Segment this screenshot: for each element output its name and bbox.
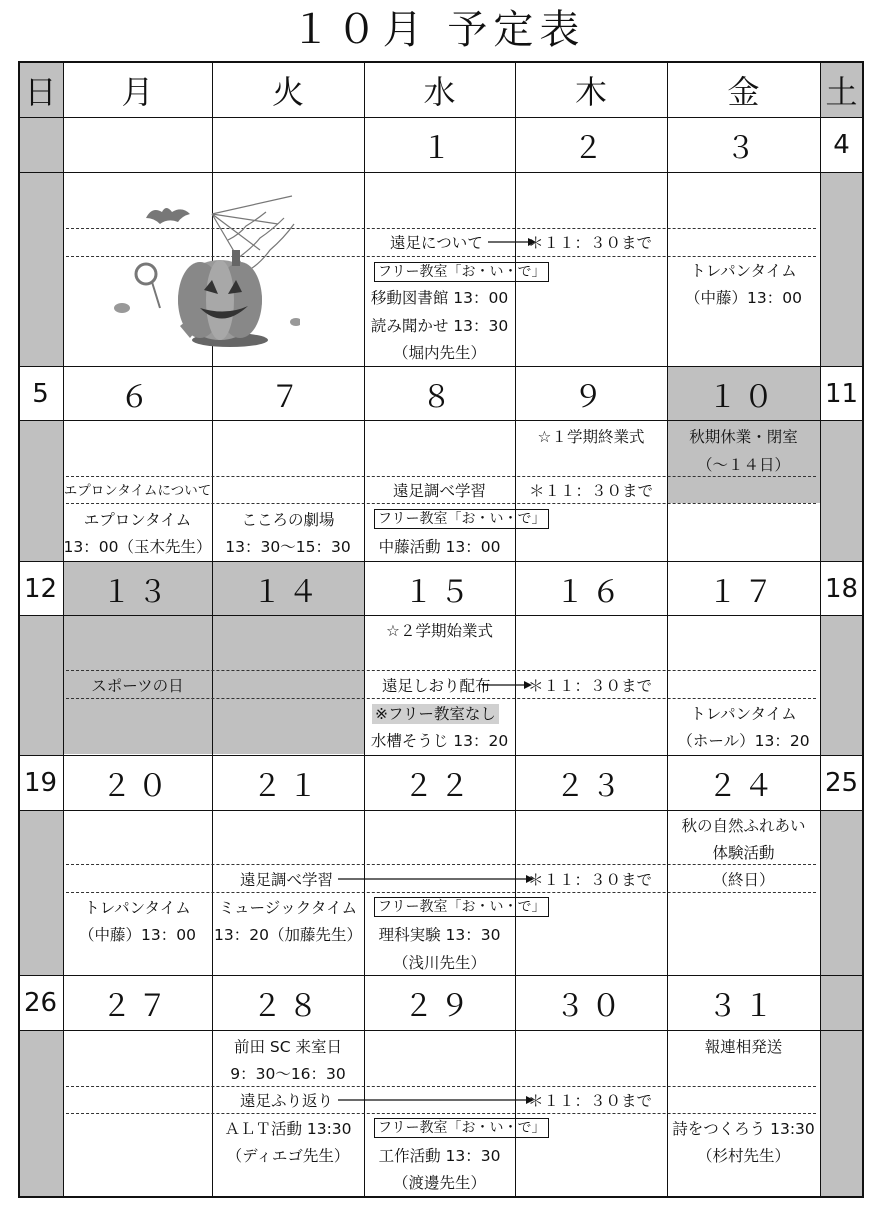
date-number: ８ bbox=[421, 380, 458, 415]
date-number: ３０ bbox=[555, 989, 627, 1024]
event-text: ＡＬＴ活動 13:30 bbox=[224, 1120, 352, 1138]
event-text: 中藤活動 13：00 bbox=[378, 538, 501, 556]
date-number: ６ bbox=[119, 380, 156, 415]
weekday-wed: 水 bbox=[423, 73, 456, 111]
event-text: ＊１１：３０まで bbox=[528, 871, 653, 889]
event-text: 13：20（加藤先生） bbox=[214, 926, 362, 944]
weekday-thu: 木 bbox=[574, 73, 607, 111]
event-text: 遠足ふり返り bbox=[240, 1092, 334, 1110]
event-text: トレパンタイム bbox=[690, 262, 797, 280]
event-text: 体験活動 bbox=[712, 844, 775, 862]
date-number: ２３ bbox=[555, 769, 627, 804]
date-number: １７ bbox=[707, 575, 780, 610]
event-text: スポーツの日 bbox=[91, 677, 184, 695]
event-text: （ホール）13：20 bbox=[677, 732, 810, 750]
event-text: エプロンタイムについて bbox=[63, 483, 212, 499]
event-text: エプロンタイム bbox=[83, 511, 192, 529]
date-number: ７ bbox=[270, 380, 306, 415]
free-room-badge: フリー教室「お・い・で」 bbox=[374, 897, 549, 917]
event-text: （浅川先生） bbox=[392, 954, 486, 972]
event-text: ＊１１：３０まで bbox=[528, 482, 653, 500]
date-number: 26 bbox=[23, 988, 58, 1018]
date-number: ２８ bbox=[252, 989, 324, 1024]
date-number: １５ bbox=[403, 575, 476, 610]
free-room-badge: フリー教室「お・い・で」 bbox=[374, 1118, 549, 1138]
date-number: １ bbox=[421, 131, 458, 166]
date-number: 18 bbox=[824, 574, 859, 604]
event-text: 13：00（玉木先生） bbox=[63, 538, 212, 556]
arrow-icon bbox=[338, 1093, 534, 1107]
date-number: １６ bbox=[555, 575, 627, 610]
event-text: （ディエゴ先生） bbox=[226, 1147, 350, 1165]
date-number: ２７ bbox=[101, 989, 174, 1024]
page-title: １０月 予定表 bbox=[290, 7, 586, 53]
event-text: （中藤）13：00 bbox=[79, 926, 196, 944]
event-text: 秋期休業・閉室 bbox=[689, 428, 798, 446]
event-text: （杉村先生） bbox=[696, 1147, 790, 1165]
date-number: １０ bbox=[707, 380, 780, 415]
event-text: 報連相発送 bbox=[704, 1038, 783, 1056]
date-number: 25 bbox=[824, 768, 859, 798]
event-text: 理科実験 13：30 bbox=[378, 926, 501, 944]
event-text: ＊１１：３０まで bbox=[528, 677, 653, 695]
date-number: ３ bbox=[725, 131, 762, 166]
event-text: 秋の自然ふれあい bbox=[681, 817, 806, 835]
date-number: 11 bbox=[824, 379, 859, 409]
event-text: （終日） bbox=[712, 871, 775, 889]
weekday-mon: 月 bbox=[121, 73, 154, 111]
event-text: （渡邊先生） bbox=[392, 1174, 486, 1192]
date-number: ２４ bbox=[707, 769, 780, 804]
date-number: 5 bbox=[32, 379, 49, 409]
event-text: （堀内先生） bbox=[392, 344, 486, 362]
weekday-tue: 火 bbox=[271, 73, 304, 111]
event-text: 遠足しおり配布 bbox=[382, 677, 491, 695]
date-number: ２９ bbox=[403, 989, 476, 1024]
free-room-badge: フリー教室「お・い・で」 bbox=[374, 262, 549, 282]
date-number: 12 bbox=[23, 574, 58, 604]
event-text: 移動図書館 13：00 bbox=[370, 289, 509, 307]
arrow-icon bbox=[482, 678, 532, 692]
weekday-fri: 金 bbox=[727, 73, 760, 111]
date-number: ２１ bbox=[252, 769, 324, 804]
date-number: ２ bbox=[573, 131, 609, 166]
lollipop-icon bbox=[136, 264, 160, 308]
date-number: ２０ bbox=[101, 769, 174, 804]
event-text: 水槽そうじ 13：20 bbox=[370, 732, 509, 750]
free-room-badge: フリー教室「お・い・で」 bbox=[374, 509, 549, 529]
date-number: 4 bbox=[833, 130, 850, 160]
event-text: 工作活動 13：30 bbox=[378, 1147, 501, 1165]
event-text: （～１４日） bbox=[696, 456, 790, 474]
event-text: 遠足調べ学習 bbox=[240, 871, 334, 889]
halloween-pumpkin-illustration bbox=[100, 190, 300, 360]
event-text: 前田 SC 来室日 bbox=[233, 1038, 343, 1056]
event-text: ミュージックタイム bbox=[218, 899, 358, 917]
event-text: 13：30～15：30 bbox=[225, 538, 351, 556]
event-text: 詩をつくろう 13:30 bbox=[672, 1120, 815, 1138]
event-text: 読み聞かせ 13：30 bbox=[370, 317, 509, 335]
event-text: 遠足調べ学習 bbox=[392, 482, 486, 500]
date-number: １４ bbox=[252, 575, 324, 610]
event-text: ☆２学期始業式 bbox=[386, 622, 493, 640]
event-text: 遠足について bbox=[390, 234, 483, 252]
event-text: ☆１学期終業式 bbox=[537, 428, 645, 446]
weekday-sat: 土 bbox=[825, 73, 858, 111]
date-number: ３１ bbox=[707, 989, 780, 1024]
event-text: ＊１１：３０まで bbox=[528, 234, 653, 252]
date-number: ９ bbox=[573, 380, 609, 415]
date-number: ２２ bbox=[403, 769, 476, 804]
arrow-icon bbox=[338, 872, 534, 886]
bat-icon bbox=[146, 208, 190, 224]
event-text: トレパンタイム bbox=[690, 705, 797, 723]
event-text: こころの劇場 bbox=[241, 511, 335, 529]
date-number: 19 bbox=[23, 768, 58, 798]
event-text: 9：30～16：30 bbox=[230, 1065, 346, 1083]
weekday-sun: 日 bbox=[24, 73, 57, 111]
event-text: トレパンタイム bbox=[84, 899, 191, 917]
event-text: ＊１１：３０まで bbox=[528, 1092, 653, 1110]
event-text: ※フリー教室なし bbox=[372, 704, 499, 724]
event-text: （中藤）13：00 bbox=[685, 289, 802, 307]
sunday-column-bg bbox=[18, 118, 63, 1197]
date-number: １３ bbox=[101, 575, 174, 610]
saturday-column-bg bbox=[820, 118, 863, 1197]
